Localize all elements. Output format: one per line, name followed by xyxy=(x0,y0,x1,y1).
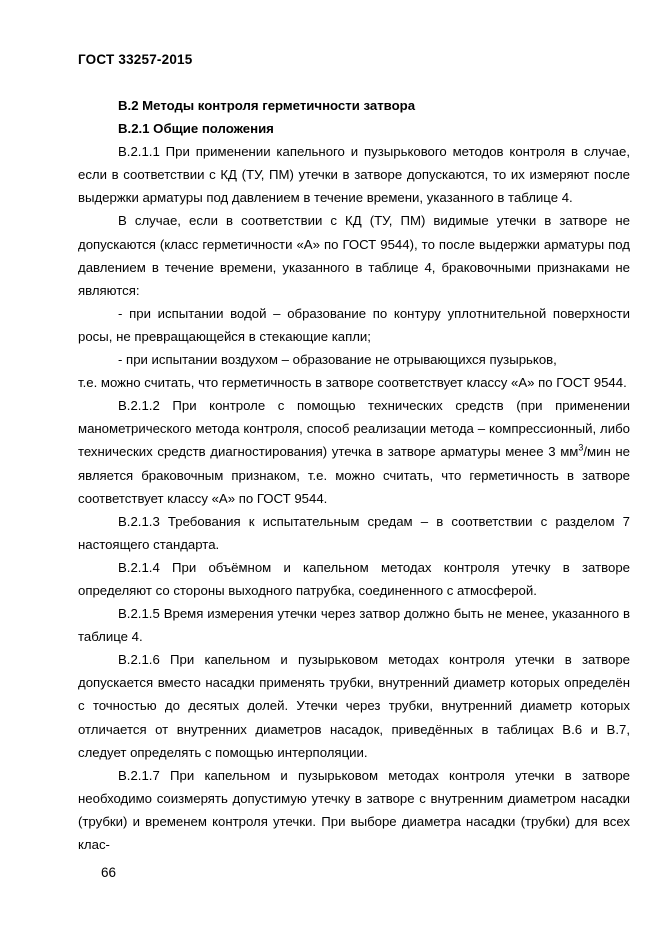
list-item-water: - при испытании водой – образование по контуру уплотнительной поверхности росы, не превращающейся в стекающие капли; xyxy=(78,305,630,344)
paragraph-conclusion: т.е. можно считать, что герметичность в затворе соответствует классу «А» по ГОСТ 9544. xyxy=(78,375,627,391)
list-item-air: - при испытании воздухом – образование не отрывающихся пузырьков, xyxy=(118,352,557,368)
document-header: ГОСТ 33257-2015 xyxy=(78,52,193,67)
section-heading: В.2 Методы контроля герметичности затвора xyxy=(118,98,416,113)
paragraph-b217: В.2.1.7 При капельном и пузырьковом методах контроля утечки в затворе необходимо соизмерять допустимую утечку в затворе с внутренним диаметром насадки (трубки) и временем контроля утечки. При выборе диаметра насадки (трубки) для всех клас- xyxy=(78,767,630,852)
paragraph-b214: В.2.1.4 При объёмном и капельном методах контроля утечку в затворе определяют со стороны выходного патрубка, соединенного с атмосферой. xyxy=(78,559,630,598)
document-body xyxy=(78,94,630,856)
paragraph-b216: В.2.1.6 При капельном и пузырьковом методах контроля утечки в затворе допускается вместо насадки применять трубки, внутренний диаметр которых определён с точностью до десятых долей. Утечки через трубки, внутренний диаметр которых отличается от внутренних диаметров насадок, приведённых в таблицах В.6 и В.7, следует определять с помощью интерполяции. xyxy=(78,652,630,760)
paragraph-b213: В.2.1.3 Требования к испытательным средам – в соответствии с разделом 7 настоящего стандарта. xyxy=(78,513,630,552)
paragraph-b211: В.2.1.1 При применении капельного и пузырькового методов контроля в случае, если в соответствии с КД (ТУ, ПМ) утечки в затворе допускаются, то их измеряют после выдержки арматуры под давлением в течение времени, указанного в таблице 4. xyxy=(78,144,630,206)
subsection-heading: В.2.1 Общие положения xyxy=(118,121,274,137)
paragraph-b215: В.2.1.5 Время измерения утечки через затвор должно быть не менее, указанного в таблице 4. xyxy=(78,606,630,645)
page-number: 66 xyxy=(101,865,117,880)
paragraph-visible-leaks: В случае, если в соответствии с КД (ТУ, ПМ) видимые утечки в затворе не допускаются (класс герметичности «А» по ГОСТ 9544), то после выдержки арматуры под давлением в течение времени, указанного в таблице 4, браковочными признаками не являются: xyxy=(78,213,630,298)
paragraph-b212: В.2.1.2 При контроле с помощью технических средств (при применении манометрического метода контроля, способ реализации метода – компрессионный, либо технических средств диагностирования) утечка в затворе арматуры менее 3 $мм^3$/мин не является браковочным признаком, т.е. можно считать, что герметичность в затворе соответствует классу «А» по ГОСТ 9544. xyxy=(78,398,630,506)
